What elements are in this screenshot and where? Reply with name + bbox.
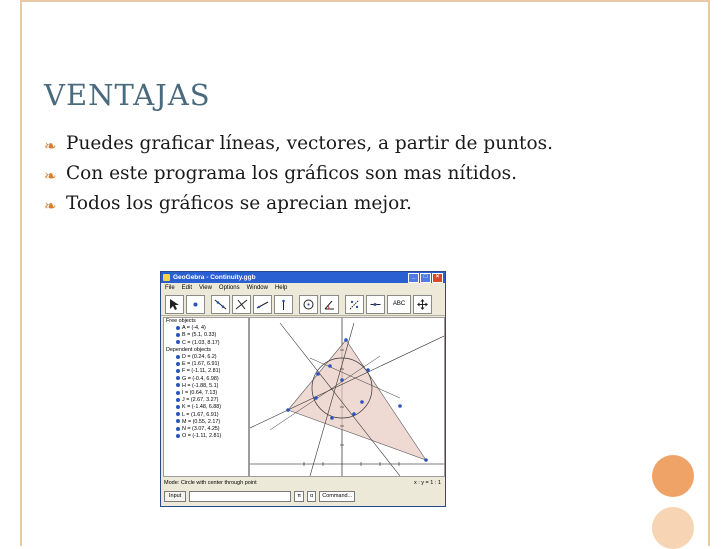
menu-bar bbox=[161, 283, 445, 293]
visible-dot-icon[interactable] bbox=[176, 405, 180, 409]
menu-edit[interactable]: Edit bbox=[181, 285, 193, 291]
visible-dot-icon[interactable] bbox=[176, 391, 180, 395]
bullet-text: Todos los gráficos se aprecian mejor. bbox=[66, 193, 412, 214]
visible-dot-icon[interactable] bbox=[176, 362, 180, 366]
point-f[interactable] bbox=[316, 372, 320, 376]
point-c[interactable] bbox=[344, 338, 348, 342]
decorative-circle bbox=[652, 455, 694, 497]
algebra-item-text: O = (-1.11, 2.81) bbox=[182, 433, 222, 440]
dependent-objects-header[interactable]: Dependent objects bbox=[166, 346, 211, 353]
visible-dot-icon[interactable] bbox=[176, 434, 180, 438]
status-ratio: x : y = 1 : 1 bbox=[413, 480, 441, 486]
cursor-arrow-icon bbox=[168, 298, 181, 311]
algebra-item[interactable] bbox=[164, 404, 248, 411]
bullet-icon: ❧ bbox=[44, 197, 57, 215]
slide-top-border bbox=[20, 0, 710, 2]
vector-tool-button[interactable] bbox=[274, 295, 293, 314]
circle-icon bbox=[302, 298, 315, 311]
bullet-icon: ❧ bbox=[44, 167, 57, 185]
move-arrows-icon bbox=[416, 298, 429, 311]
status-mode: Mode: Circle with center through point bbox=[164, 480, 257, 486]
algebra-item-text: F = (-1.11, 2.81) bbox=[182, 368, 221, 375]
slider-tool-button[interactable] bbox=[366, 295, 385, 314]
line-icon bbox=[214, 298, 227, 311]
algebra-item-text: H = (-1.88, 5.1) bbox=[182, 382, 219, 389]
bullet-list bbox=[44, 132, 664, 222]
command-dropdown[interactable]: Command... bbox=[319, 491, 355, 502]
slide-right-border bbox=[708, 0, 710, 546]
algebra-item[interactable] bbox=[164, 354, 248, 361]
point-tool-button[interactable] bbox=[186, 295, 205, 314]
point-n[interactable] bbox=[398, 404, 402, 408]
input-button[interactable]: Input bbox=[164, 491, 186, 502]
visible-dot-icon[interactable] bbox=[176, 427, 180, 431]
bullet-item bbox=[44, 132, 664, 156]
menu-options[interactable]: Options bbox=[218, 285, 240, 291]
visible-dot-icon[interactable] bbox=[176, 333, 180, 337]
polygon-tool-button[interactable] bbox=[253, 295, 272, 314]
algebra-item[interactable] bbox=[164, 325, 248, 332]
algebra-item-text: J = (2.67, 3.27) bbox=[182, 397, 219, 404]
menu-view[interactable]: View bbox=[199, 285, 212, 291]
menu-window[interactable]: Window bbox=[246, 285, 268, 291]
algebra-item[interactable] bbox=[164, 332, 248, 339]
algebra-view[interactable] bbox=[163, 317, 249, 477]
algebra-item[interactable] bbox=[164, 368, 248, 375]
maximize-button[interactable]: □ bbox=[420, 273, 431, 283]
move-view-tool-button[interactable] bbox=[413, 295, 432, 314]
greek-dropdown[interactable]: α bbox=[307, 491, 316, 502]
status-bar bbox=[161, 478, 445, 488]
algebra-item[interactable] bbox=[164, 397, 248, 404]
window-controls bbox=[408, 273, 443, 283]
algebra-item-text: K = (-1.48, 6.88) bbox=[182, 404, 222, 411]
move-tool-button[interactable] bbox=[165, 295, 184, 314]
perpendicular-line-icon bbox=[235, 298, 248, 311]
point-g[interactable] bbox=[340, 378, 344, 382]
point-o[interactable] bbox=[330, 416, 334, 420]
perpendicular-tool-button[interactable] bbox=[232, 295, 251, 314]
circle-tool-button[interactable] bbox=[299, 295, 318, 314]
reflect-icon bbox=[348, 298, 361, 311]
input-field[interactable] bbox=[189, 491, 291, 502]
visible-dot-icon[interactable] bbox=[176, 383, 180, 387]
algebra-item[interactable] bbox=[164, 376, 248, 383]
point-d[interactable] bbox=[328, 364, 332, 368]
algebra-item-text: G = (-0.4, 6.98) bbox=[182, 375, 219, 382]
visible-dot-icon[interactable] bbox=[176, 326, 180, 330]
point-m[interactable] bbox=[352, 412, 356, 416]
minimize-button[interactable]: _ bbox=[408, 273, 419, 283]
visible-dot-icon[interactable] bbox=[176, 369, 180, 373]
bullet-text: Con este programa los gráficos son mas nítidos. bbox=[66, 163, 518, 184]
algebra-item-text: M = (0.55, 2.17) bbox=[182, 418, 221, 425]
input-bar bbox=[161, 489, 445, 503]
angle-icon bbox=[323, 298, 336, 311]
decorative-circle bbox=[652, 507, 694, 549]
geometry-construction[interactable] bbox=[250, 318, 444, 476]
algebra-item-text: C = (1.03, 8.17) bbox=[182, 339, 220, 346]
point-e[interactable] bbox=[366, 368, 370, 372]
algebra-item-text: B = (5.1, 0.33) bbox=[182, 332, 217, 339]
algebra-item-text: I = (0.64, 7.13) bbox=[182, 390, 218, 397]
slide-left-border bbox=[20, 0, 22, 546]
angle-tool-button[interactable] bbox=[320, 295, 339, 314]
visible-dot-icon[interactable] bbox=[176, 340, 180, 344]
segment-icon bbox=[256, 298, 269, 311]
visible-dot-icon[interactable] bbox=[176, 376, 180, 380]
point-j[interactable] bbox=[360, 400, 364, 404]
visible-dot-icon[interactable] bbox=[176, 398, 180, 402]
window-title: GeoGebra - Continuity.ggb bbox=[173, 274, 256, 281]
close-button[interactable]: × bbox=[432, 273, 443, 283]
algebra-item-text: E = (1.67, 6.91) bbox=[182, 361, 220, 368]
bullet-icon: ❧ bbox=[44, 137, 57, 155]
algebra-item[interactable] bbox=[164, 383, 248, 390]
algebra-item[interactable] bbox=[164, 412, 248, 419]
menu-help[interactable]: Help bbox=[274, 285, 288, 291]
bullet-item bbox=[44, 162, 664, 186]
slide-title: VENTAJAS bbox=[44, 78, 211, 112]
graphics-view[interactable] bbox=[249, 317, 445, 477]
point-icon bbox=[189, 298, 202, 311]
visible-dot-icon[interactable] bbox=[176, 419, 180, 423]
algebra-item-text: D = (0.24, 6.2) bbox=[182, 354, 217, 361]
symbol-dropdown[interactable]: π bbox=[294, 491, 304, 502]
reflect-tool-button[interactable] bbox=[345, 295, 364, 314]
algebra-item[interactable] bbox=[164, 390, 248, 397]
algebra-item[interactable] bbox=[164, 433, 248, 440]
menu-file[interactable]: File bbox=[165, 285, 175, 291]
algebra-item[interactable] bbox=[164, 340, 248, 347]
point-a[interactable] bbox=[286, 408, 290, 412]
text-tool-button[interactable]: ABC bbox=[387, 295, 411, 314]
algebra-item-text: A = (-4, 4) bbox=[182, 325, 206, 332]
tool-bar bbox=[161, 293, 445, 316]
point-h[interactable] bbox=[314, 396, 318, 400]
algebra-item[interactable] bbox=[164, 419, 248, 426]
vector-icon bbox=[277, 298, 290, 311]
algebra-item-text: L = (1.67, 6.91) bbox=[182, 411, 219, 418]
geogebra-window bbox=[160, 271, 446, 507]
main-panes bbox=[161, 317, 445, 477]
bullet-text: Puedes graficar líneas, vectores, a partir de puntos. bbox=[66, 133, 553, 154]
geogebra-app-icon bbox=[163, 274, 170, 281]
algebra-item-text: N = (3.07, 4.25) bbox=[182, 426, 220, 433]
free-objects-header[interactable]: Free objects bbox=[166, 318, 196, 324]
visible-dot-icon[interactable] bbox=[176, 412, 180, 416]
bullet-item bbox=[44, 192, 664, 216]
line-tool-button[interactable] bbox=[211, 295, 230, 314]
point-b[interactable] bbox=[424, 458, 428, 462]
algebra-item[interactable] bbox=[164, 361, 248, 368]
slider-icon bbox=[369, 298, 382, 311]
algebra-item[interactable] bbox=[164, 426, 248, 433]
visible-dot-icon[interactable] bbox=[176, 355, 180, 359]
window-titlebar[interactable] bbox=[161, 272, 445, 283]
